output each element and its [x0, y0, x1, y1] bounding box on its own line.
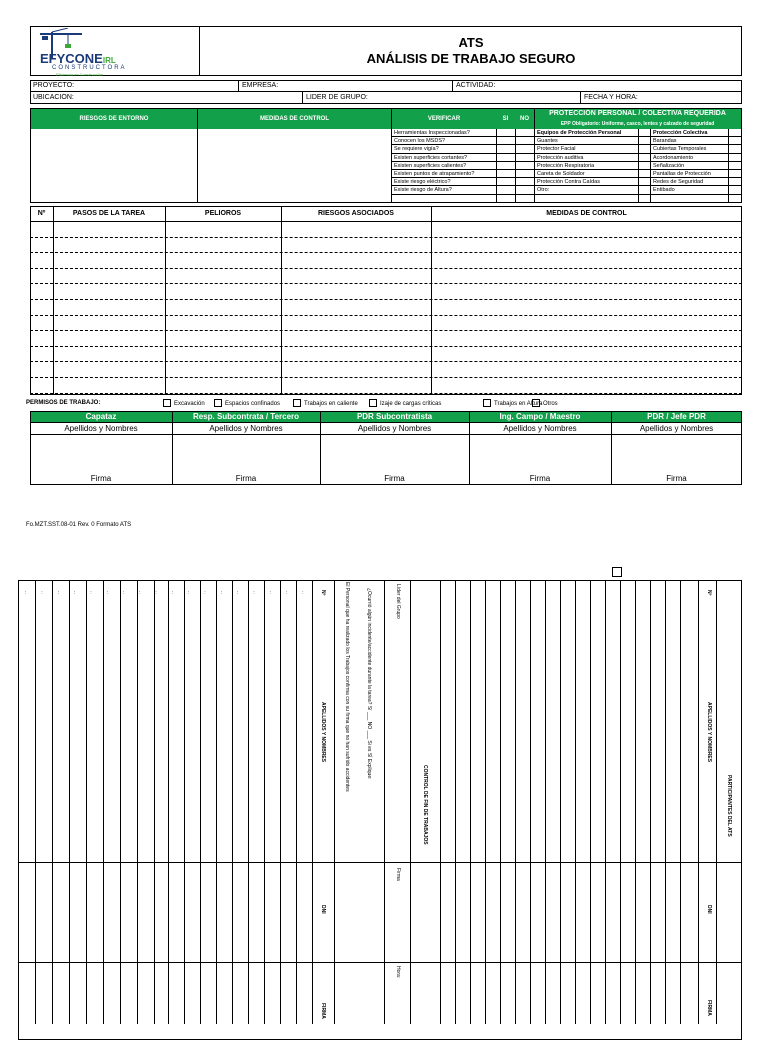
p2-col-line — [545, 580, 546, 1024]
p2-col-line — [154, 580, 155, 1024]
p2-row-mark: : — [188, 590, 190, 596]
verify-item: Existen superficies calientes? — [394, 162, 467, 169]
page2-table — [18, 580, 742, 1040]
p2-col-line — [485, 580, 486, 1024]
p2-right-no: Nº — [706, 590, 712, 596]
permiso-label: Otros — [543, 401, 558, 407]
verify-item: Existen puntos de atrapamiento? — [394, 171, 475, 177]
p2-row-mark: : — [41, 590, 43, 596]
medidas-control-header: MEDIDAS DE CONTROL — [260, 116, 329, 122]
epp-item: Protector Facial — [537, 146, 576, 153]
no-header: NO — [520, 116, 529, 122]
colectiva-item: Entibado — [653, 187, 675, 194]
p2-right-dni: DNI — [706, 905, 712, 914]
permiso-label: Espacios confinados — [225, 401, 281, 407]
form-subtitle: ANÁLISIS DE TRABAJO SEGURO — [366, 51, 576, 66]
p2-row-mark: : — [73, 590, 76, 596]
logo-main: EFYCONE — [40, 51, 103, 66]
ubicacion-field[interactable]: UBICACIÓN: — [33, 94, 74, 101]
epp-note: EPP Obligatorio: Uniforme, casco, lentes y calzado de seguridad — [534, 119, 741, 129]
p2-lider: Líder del Grupo — [395, 584, 401, 619]
page2-checkbox[interactable] — [612, 567, 622, 577]
p2-col-line — [248, 580, 249, 1024]
colectiva-item: Redes de Seguridad — [653, 179, 704, 186]
permisos-label: PERMISOS DE TRABAJO: — [26, 400, 101, 406]
p2-col-line — [216, 580, 217, 1024]
p2-col-line — [560, 580, 561, 1024]
permiso-label: Izaje de cargas críticas — [380, 401, 442, 407]
p2-right-names: APELLIDOS Y NOMBRES — [706, 702, 712, 763]
p2-col-line — [103, 580, 104, 1024]
p2-left-names: APELLIDOS Y NOMBRES — [320, 702, 326, 763]
logo-sub: CONSTRUCTORA — [52, 65, 127, 71]
actividad-field[interactable]: ACTIVIDAD: — [456, 82, 496, 89]
fecha-field[interactable]: FECHA Y HORA: — [584, 94, 638, 101]
permiso-label: Trabajos en caliente — [304, 401, 358, 407]
p2-col-line — [18, 580, 19, 1024]
proyecto-field[interactable]: PROYECTO: — [33, 82, 75, 89]
p2-col-line — [137, 580, 141, 1024]
p2-left-dni: DNI — [320, 905, 326, 914]
steps-table — [30, 206, 742, 395]
p2-col-line — [605, 580, 606, 1024]
verify-item: Conocen los MSDS? — [394, 138, 446, 145]
p2-col-line — [334, 580, 335, 1024]
p2-firma: Firma — [395, 868, 401, 881]
sig-firma-label: Firma — [529, 474, 551, 483]
step-row-line — [30, 299, 742, 300]
permiso-label: Trabajos en Altura — [494, 401, 543, 407]
p2-row-mark: : — [155, 590, 157, 596]
steps-peligros-header: PELIOROS — [204, 210, 242, 217]
verify-item: Se requiere vigía? — [394, 146, 439, 153]
p2-col-line — [440, 580, 441, 1024]
p2-col-line — [716, 580, 717, 1024]
checkbox-icon[interactable] — [532, 399, 540, 407]
si-header: SI — [502, 116, 509, 122]
sig-role: Resp. Subcontrata / Tercero — [192, 412, 300, 421]
checkbox-icon[interactable] — [483, 399, 491, 407]
p2-col-line — [69, 580, 70, 1024]
p2-row-mark: : — [106, 590, 108, 596]
colectiva-header: Protección Colectiva — [653, 130, 708, 136]
verify-item: Existe riesgo eléctrico? — [394, 179, 451, 186]
step-row-line — [30, 346, 742, 347]
step-row-line — [30, 361, 742, 362]
epp-item: Guantes — [537, 138, 558, 145]
p2-col-line — [470, 580, 471, 1024]
sig-name-label: Apellidos y Nombres — [64, 424, 138, 433]
p2-col-line — [635, 580, 636, 1024]
proteccion-header: PROTECCIÓN PERSONAL / COLECTIVA REQUERIDA — [534, 109, 741, 119]
step-row-line — [30, 315, 742, 316]
p2-row-mark: : — [122, 590, 125, 596]
p2-col-line — [515, 580, 516, 1024]
p2-col-line — [590, 580, 591, 1024]
form-title: ATS — [458, 35, 484, 50]
verificar-header: VERIFICAR — [427, 116, 461, 122]
permiso-label: Excavación — [174, 401, 205, 407]
step-row-line — [30, 237, 742, 238]
colectiva-item: Acordonamiento — [653, 154, 694, 161]
p2-col-line — [680, 580, 681, 1024]
p2-col-line — [665, 580, 666, 1024]
step-row-line — [30, 377, 742, 378]
p2-control-title: CONTROL DE FIN DE TRABAJOS — [422, 765, 428, 845]
p2-col-line — [280, 580, 281, 1024]
p2-col-line — [575, 580, 576, 1024]
p2-right-title: PARTICIPANTES DEL ATS — [726, 775, 732, 837]
footer-code: Fo.MZT.SST.08-01 Rev. 0 Formato ATS — [26, 522, 132, 528]
p2-col-line — [296, 580, 297, 1024]
steps-riesgos-header: RIESGOS ASOCIADOS — [318, 210, 394, 217]
colectiva-item: Cubiertas Temporales — [653, 146, 707, 153]
verify-item: Herramientas Inspeccionadas? — [394, 130, 470, 136]
p2-col-line — [200, 580, 201, 1024]
permiso-option[interactable] — [214, 399, 280, 409]
sig-firma-label: Firma — [384, 474, 405, 483]
p2-row-mark: : — [285, 590, 288, 596]
p2-row-mark: : — [139, 590, 141, 596]
step-row-line — [30, 268, 742, 269]
p2-right-firma: FIRMA — [706, 1000, 712, 1016]
p2-row-mark: : — [253, 590, 255, 596]
p2-col-line — [312, 580, 313, 1024]
sig-role: PDR Subcontratista — [356, 412, 433, 421]
epp-item: Otro: — [537, 187, 550, 194]
p2-row-mark: : — [269, 590, 271, 596]
sig-name-label: Apellidos y Nombres — [209, 424, 283, 433]
p2-col-line — [264, 580, 265, 1024]
permiso-option[interactable] — [532, 399, 558, 409]
p2-col-line — [410, 580, 411, 1024]
p2-row-mark: : — [302, 590, 304, 596]
p2-row-mark: : — [90, 590, 92, 596]
checkbox-icon[interactable] — [163, 399, 171, 407]
colectiva-item: Señalización — [653, 162, 685, 169]
step-row-line — [30, 393, 742, 394]
p2-hora: Hora: — [395, 966, 401, 979]
p2-col-line — [120, 580, 121, 1024]
logo-tagline: Eficiencia en Construcción — [56, 72, 104, 77]
p2-col-line — [232, 580, 233, 1024]
p2-col-line — [384, 580, 385, 1024]
sig-firma-label: Firma — [235, 474, 257, 483]
p2-left-firma: FIRMA — [320, 1003, 326, 1019]
verify-item: Existen superficies cortantes? — [394, 154, 468, 161]
p2-col-line — [52, 580, 53, 1024]
logo-suffix: IRL — [102, 56, 116, 65]
epp-header: Equipos de Protección Personal — [537, 130, 622, 136]
sig-role: Capataz — [85, 412, 117, 421]
verify-item: Existe riesgo de Altura? — [394, 187, 452, 194]
p2-col-line — [184, 580, 185, 1024]
p2-col-line — [168, 580, 169, 1024]
permiso-option[interactable] — [369, 399, 441, 409]
sig-name-label: Apellidos y Nombres — [503, 424, 577, 433]
riesgos-entorno-header: RIESGOS DE ENTORNO — [79, 116, 149, 122]
p2-row-mark: : — [236, 590, 239, 596]
p2-row-mark: : — [171, 590, 174, 596]
sig-firma-label: Firma — [90, 474, 112, 483]
epp-item: Protección Contra Caídas — [537, 179, 600, 186]
p2-col-line — [698, 580, 699, 1024]
steps-medidas-header: MEDIDAS DE CONTROL — [546, 210, 627, 217]
sig-firma-label: Firma — [666, 474, 687, 483]
checkbox-icon[interactable] — [369, 399, 377, 407]
p2-col-line — [455, 580, 456, 1024]
steps-pasos-header: PASOS DE LA TAREA — [72, 210, 146, 217]
p2-col-line — [86, 580, 87, 1024]
step-row-line — [30, 330, 742, 331]
step-row-line — [30, 283, 742, 284]
sig-role: PDR / Jefe PDR — [647, 412, 706, 421]
sig-name-label: Apellidos y Nombres — [639, 424, 714, 433]
p2-statement-confirm: El Personal que ha realizado los Trabajos confirma con su firma que no han sufrido accidentes — [344, 582, 350, 792]
p2-col-line — [35, 580, 36, 1024]
permiso-option[interactable] — [293, 399, 358, 409]
sig-role: Ing. Campo / Maestro — [499, 412, 581, 421]
step-row-line — [30, 252, 742, 253]
epp-item: Protección auditiva — [537, 154, 584, 161]
epp-item: Careta de Soldador — [537, 171, 585, 177]
sig-name-label: Apellidos y Nombres — [357, 424, 432, 433]
p2-left-no: Nº — [320, 590, 326, 596]
permiso-option[interactable] — [163, 399, 205, 409]
p2-row-mark: : — [57, 590, 59, 596]
lider-field[interactable]: LIDER DE GRUPO: — [306, 94, 368, 101]
epp-item: Protección Respiratoria — [537, 162, 595, 169]
company-logo — [36, 28, 166, 77]
p2-row-mark: : — [204, 590, 206, 596]
colectiva-item: Pantallas de Protección — [653, 171, 711, 177]
steps-no-header: Nº — [37, 210, 46, 217]
p2-col-line — [530, 580, 531, 1024]
colectiva-item: Barandas — [653, 138, 677, 145]
p2-col-line — [650, 580, 651, 1024]
checkbox-icon[interactable] — [214, 399, 222, 407]
p2-col-line — [500, 580, 501, 1024]
checkbox-icon[interactable] — [293, 399, 301, 407]
p2-row-mark: : — [220, 590, 222, 596]
p2-col-line — [620, 580, 621, 1024]
empresa-field[interactable]: EMPRESA: — [242, 82, 279, 89]
p2-row-mark: : — [25, 590, 27, 596]
p2-statement-incident: ¿Ocurrió algún incidente/accidente durante la tarea? Sí ___ NO ___ Si es SÍ Explique: — [366, 588, 372, 780]
